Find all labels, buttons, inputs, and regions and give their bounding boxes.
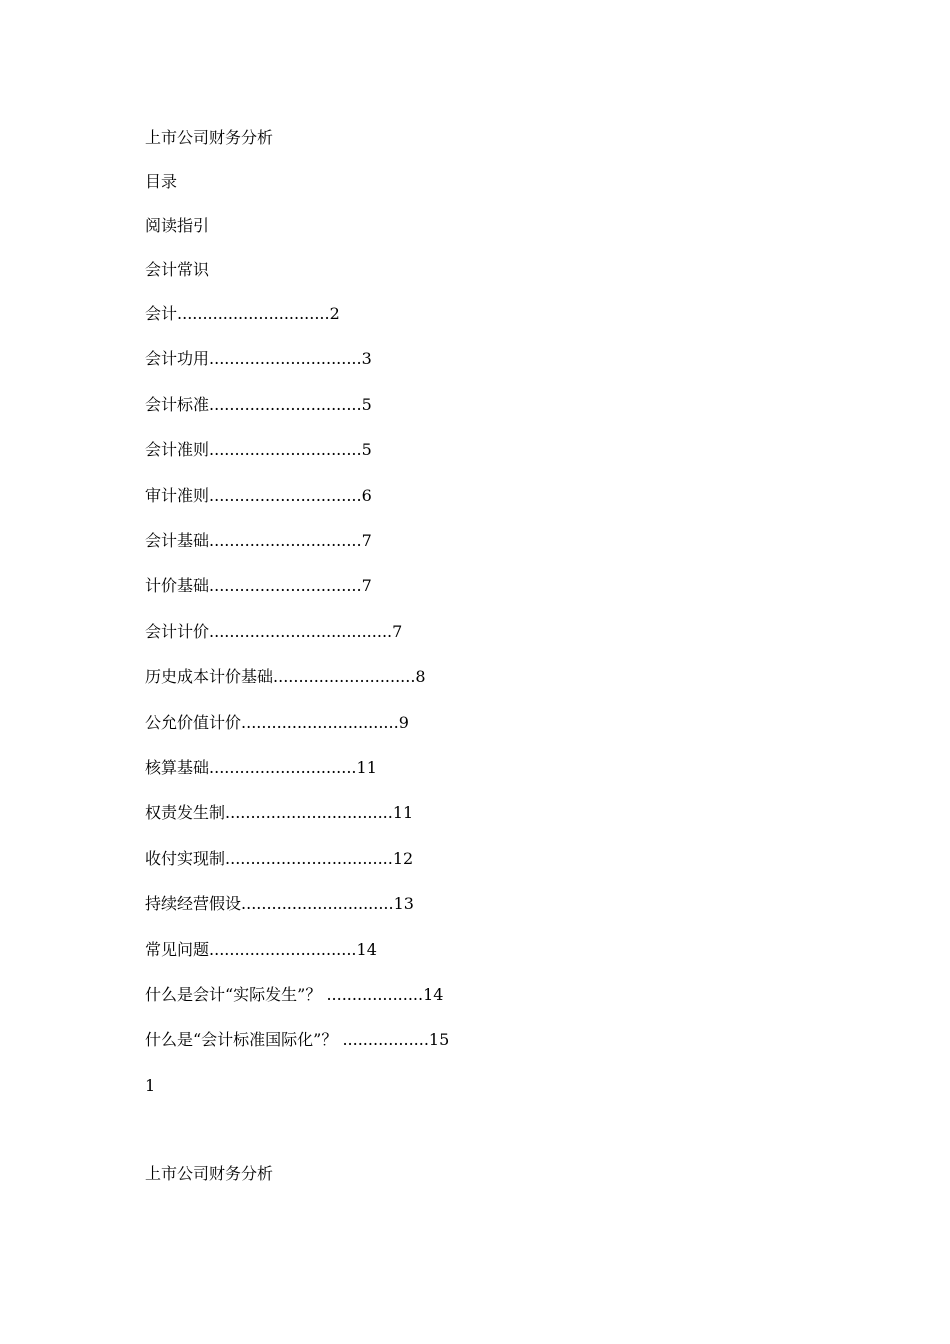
toc-entry[interactable] [145, 395, 372, 415]
toc-entry-page-number: 2 [329, 304, 340, 323]
toc-entry-leader: ................. [337, 1030, 429, 1049]
toc-entry-leader: .................................... [209, 622, 393, 641]
toc-entry-page-number: 12 [392, 849, 414, 868]
page-number: 1 [145, 1076, 156, 1095]
toc-entry-leader: .............................. [209, 531, 362, 550]
toc-entry-label: 会计基础 [145, 531, 210, 550]
toc-entry-page-number: 3 [361, 349, 372, 368]
toc-entry-page-number: 7 [361, 576, 372, 595]
toc-entry-leader: ............................. [209, 758, 357, 777]
toc-entry[interactable] [145, 849, 413, 869]
toc-entry[interactable] [145, 531, 372, 551]
toc-entry-label: 会计 [145, 304, 178, 323]
toc-entry[interactable] [145, 758, 377, 778]
toc-entry[interactable] [145, 985, 443, 1005]
toc-entry-label: 权责发生制 [145, 803, 226, 822]
toc-entry-label: 收付实现制 [145, 849, 226, 868]
toc-entry[interactable] [145, 486, 372, 506]
page-2-header: 上市公司财务分析 [145, 1164, 274, 1183]
toc-entry-page-number: 14 [356, 940, 377, 959]
toc-entry-page-number: 7 [361, 531, 372, 550]
toc-entry[interactable] [145, 622, 402, 642]
toc-entry-leader: .............................. [209, 349, 362, 368]
toc-entry-page-number: 9 [398, 713, 409, 732]
toc-entry-leader: .............................. [177, 304, 330, 323]
toc-entry[interactable] [145, 304, 340, 324]
toc-entry-label: 审计准则 [145, 486, 210, 505]
toc-entry[interactable] [145, 803, 413, 823]
toc-entry-label: 会计标准 [145, 395, 210, 414]
toc-entry[interactable] [145, 1030, 449, 1050]
toc-heading-reading-guide: 阅读指引 [145, 216, 210, 235]
toc-entry-page-number: 6 [361, 486, 372, 505]
toc-entry-label: 会计功用 [145, 349, 210, 368]
toc-title: 目录 [145, 172, 178, 191]
toc-entry-label: 核算基础 [145, 758, 210, 777]
toc-entry[interactable] [145, 894, 414, 914]
toc-entry-page-number: 11 [356, 758, 377, 777]
page-1-header: 上市公司财务分析 [145, 128, 274, 147]
toc-entry-page-number: 7 [392, 622, 403, 641]
toc-entry[interactable] [145, 576, 372, 596]
toc-heading-accounting-basics: 会计常识 [145, 260, 210, 279]
toc-entry-leader: ............................ [273, 667, 416, 686]
toc-entry[interactable] [145, 713, 409, 733]
toc-entry-leader: ................... [321, 985, 424, 1004]
toc-entry-label: 持续经营假设 [145, 894, 242, 913]
toc-entry-page-number: 11 [392, 803, 414, 822]
toc-entry[interactable] [145, 349, 372, 369]
toc-entry-page-number: 5 [361, 395, 372, 414]
toc-entry[interactable] [145, 440, 372, 460]
toc-entry[interactable] [145, 940, 377, 960]
toc-entry-label: 常见问题 [145, 940, 210, 959]
toc-entry-label: 历史成本计价基础 [145, 667, 274, 686]
toc-entry-label: 什么是“会计标准国际化”？ [145, 1030, 338, 1049]
toc-entry-label: 会计准则 [145, 440, 210, 459]
toc-entry-leader: .............................. [209, 576, 362, 595]
toc-entry-label: 计价基础 [145, 576, 210, 595]
toc-entry-leader: ............................... [241, 713, 399, 732]
toc-entry-page-number: 13 [393, 894, 414, 913]
toc-entry-page-number: 8 [415, 667, 426, 686]
toc-entry-page-number: 5 [361, 440, 372, 459]
toc-entry-page-number: 15 [428, 1030, 450, 1049]
toc-entry-leader: .............................. [241, 894, 394, 913]
toc-entry-leader: .............................. [209, 486, 362, 505]
toc-entry[interactable] [145, 667, 426, 687]
toc-entry-leader: .............................. [209, 395, 362, 414]
toc-entry-leader: ............................. [209, 940, 357, 959]
toc-entry-leader: ................................. [225, 803, 393, 822]
toc-entry-leader: ................................. [225, 849, 393, 868]
toc-entry-label: 公允价值计价 [145, 713, 242, 732]
toc-entry-page-number: 14 [423, 985, 444, 1004]
toc-entry-leader: .............................. [209, 440, 362, 459]
toc-entry-label: 什么是会计“实际发生”？ [145, 985, 322, 1004]
toc-entry-label: 会计计价 [145, 622, 210, 641]
